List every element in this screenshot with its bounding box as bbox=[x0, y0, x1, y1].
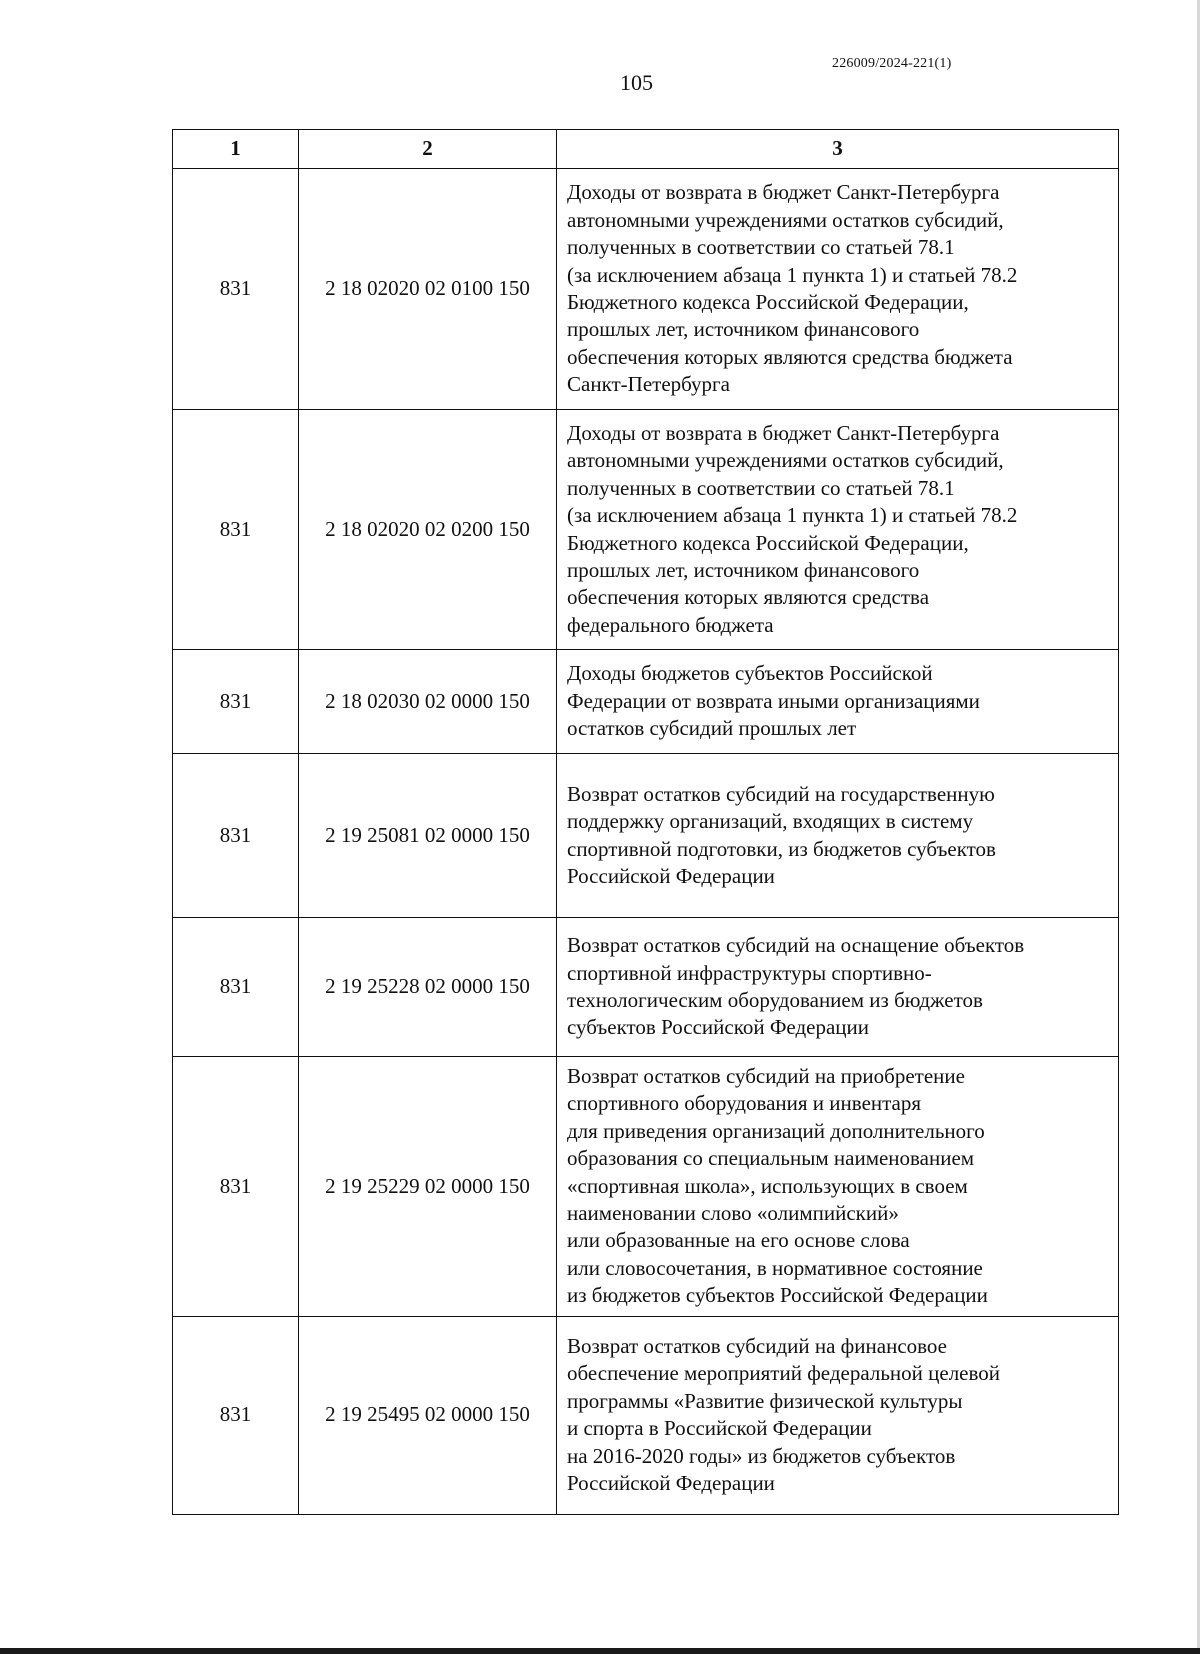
budget-code-cell: 2 19 25495 02 0000 150 bbox=[299, 1316, 557, 1514]
description-cell: Доходы от возврата в бюджет Санкт-Петербурга автономными учреждениями остатков субсидий, полученных в соответствии со статьей 78.1 (за исключением абзаца 1 пункта 1) и статьей 78.2 Бюджетного кодекса Российской Федерации, прошлых лет, источником финансового обеспечения которых являются средства федерального бюджета bbox=[557, 410, 1119, 650]
table-row bbox=[173, 169, 1119, 410]
document-id: 226009/2024-221(1) bbox=[832, 56, 952, 71]
budget-code-cell: 2 18 02030 02 0000 150 bbox=[299, 650, 557, 754]
page-number: 105 bbox=[620, 70, 653, 95]
admin-code-cell: 831 bbox=[173, 754, 299, 918]
table-row bbox=[173, 650, 1119, 754]
table-row bbox=[173, 410, 1119, 650]
column-header-1: 1 bbox=[173, 130, 299, 169]
budget-code-cell: 2 19 25229 02 0000 150 bbox=[299, 1057, 557, 1317]
budget-code-cell: 2 18 02020 02 0200 150 bbox=[299, 410, 557, 650]
table-row bbox=[173, 918, 1119, 1057]
admin-code-cell: 831 bbox=[173, 918, 299, 1057]
admin-code-cell: 831 bbox=[173, 1057, 299, 1317]
admin-code-cell: 831 bbox=[173, 169, 299, 410]
budget-code-cell: 2 19 25081 02 0000 150 bbox=[299, 754, 557, 918]
description-cell: Доходы бюджетов субъектов Российской Федерации от возврата иными организациями остатков субсидий прошлых лет bbox=[557, 650, 1119, 754]
admin-code-cell: 831 bbox=[173, 650, 299, 754]
budget-code-cell: 2 18 02020 02 0100 150 bbox=[299, 169, 557, 410]
description-cell: Возврат остатков субсидий на финансовое обеспечение мероприятий федеральной целевой программы «Развитие физической культуры и спорта в Российской Федерации на 2016-2020 годы» из бюджетов субъектов Российской Федерации bbox=[557, 1316, 1119, 1514]
table-row bbox=[173, 1316, 1119, 1514]
table-header bbox=[173, 130, 1119, 169]
table-body bbox=[173, 169, 1119, 1515]
budget-code-cell: 2 19 25228 02 0000 150 bbox=[299, 918, 557, 1057]
table-row bbox=[173, 1057, 1119, 1317]
description-cell: Доходы от возврата в бюджет Санкт-Петербурга автономными учреждениями остатков субсидий, полученных в соответствии со статьей 78.1 (за исключением абзаца 1 пункта 1) и статьей 78.2 Бюджетного кодекса Российской Федерации, прошлых лет, источником финансового обеспечения которых являются средства бюджета Санкт-Петербурга bbox=[557, 169, 1119, 410]
description-cell: Возврат остатков субсидий на оснащение объектов спортивной инфраструктуры спортивно- технологическим оборудованием из бюджетов субъектов Российской Федерации bbox=[557, 918, 1119, 1057]
column-header-2: 2 bbox=[299, 130, 557, 169]
column-header-3: 3 bbox=[557, 130, 1119, 169]
description-cell: Возврат остатков субсидий на государственную поддержку организаций, входящих в систему спортивной подготовки, из бюджетов субъектов Российской Федерации bbox=[557, 754, 1119, 918]
revenue-codes-table-container bbox=[172, 129, 1118, 1515]
revenue-codes-table bbox=[172, 129, 1119, 1515]
table-row bbox=[173, 754, 1119, 918]
scan-bottom-border bbox=[0, 1648, 1200, 1654]
admin-code-cell: 831 bbox=[173, 1316, 299, 1514]
admin-code-cell: 831 bbox=[173, 410, 299, 650]
table-header-row bbox=[173, 130, 1119, 169]
description-cell: Возврат остатков субсидий на приобретение спортивного оборудования и инвентаря для приведения организаций дополнительного образования со специальным наименованием «спортивная школа», использующих в своем наименовании слово «олимпийский» или образованные на его основе слова или словосочетания, в нормативное состояние из бюджетов субъектов Российской Федерации bbox=[557, 1057, 1119, 1317]
